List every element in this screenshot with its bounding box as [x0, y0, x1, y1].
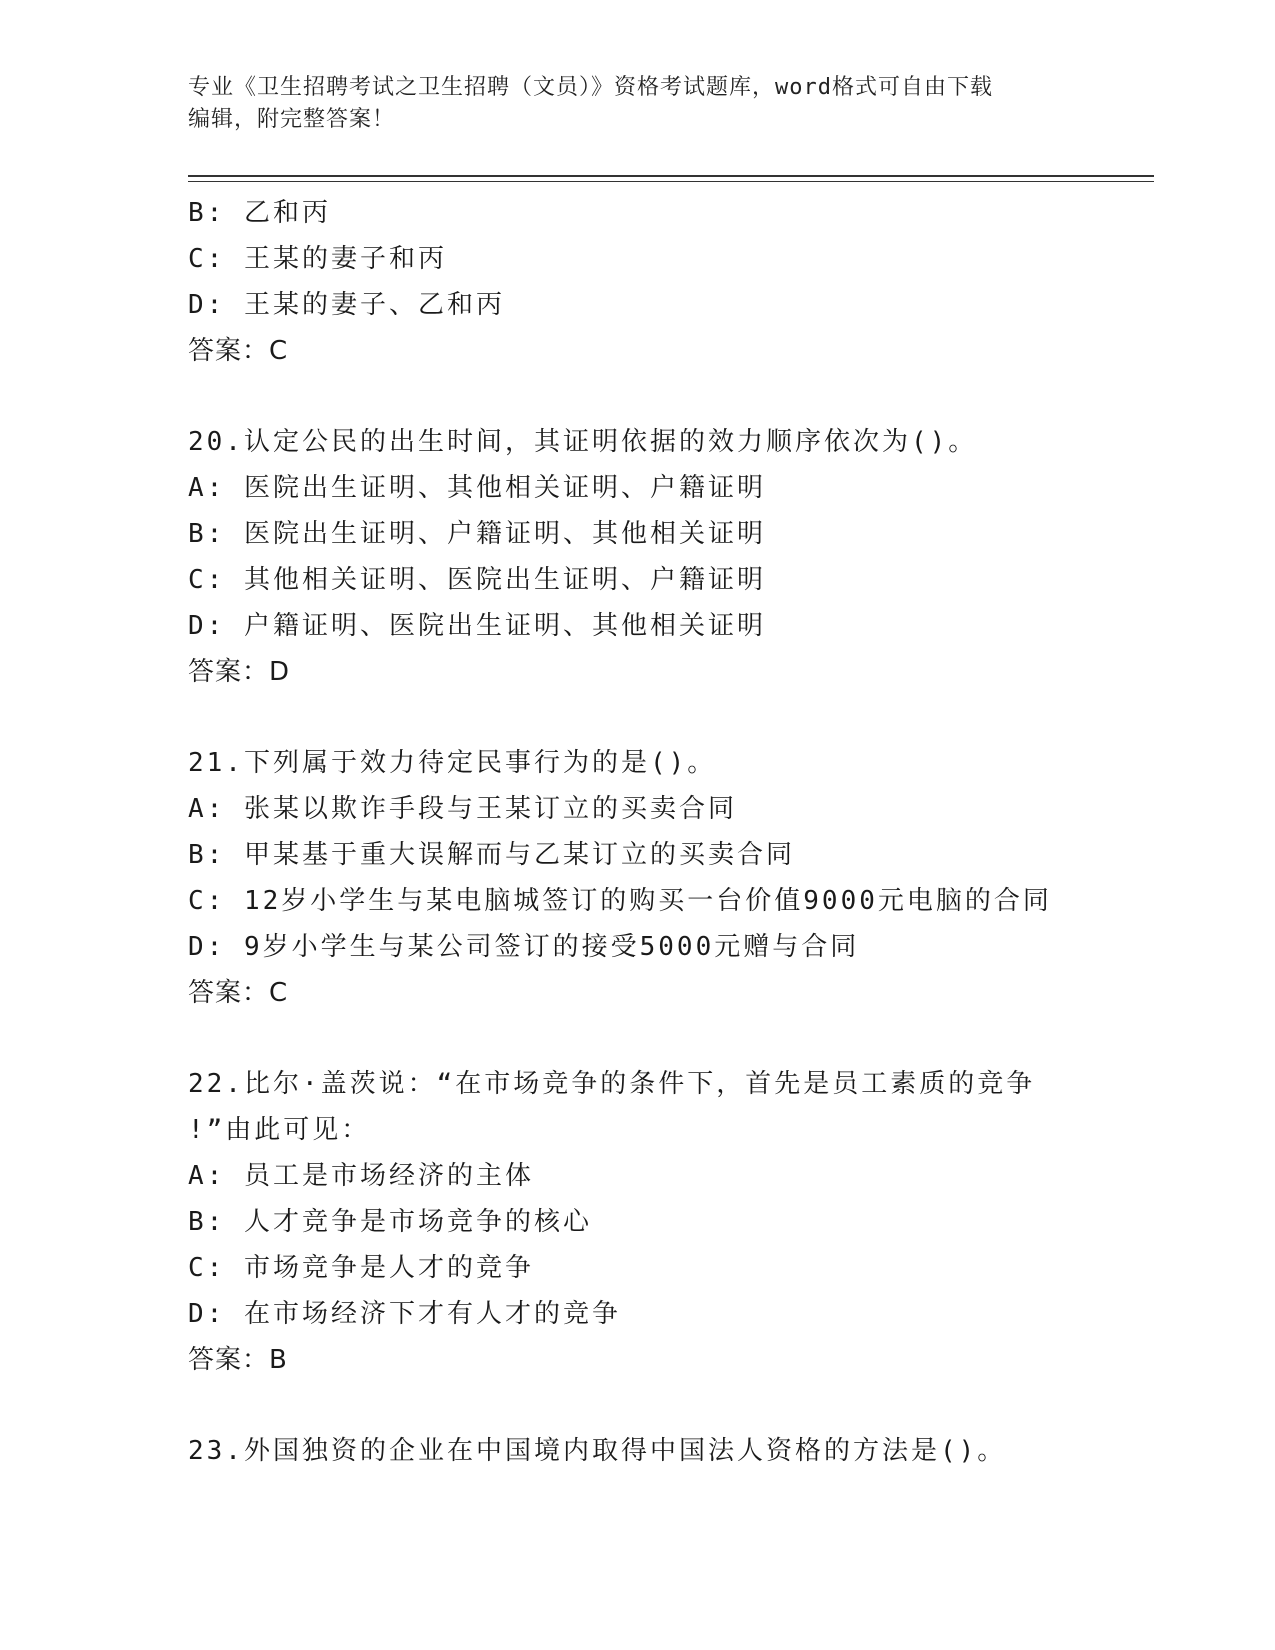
q20-option-c: C: 其他相关证明、医院出生证明、户籍证明: [188, 565, 766, 595]
question-19-tail: [188, 190, 1148, 374]
q22-option-d: D: 在市场经济下才有人才的竞争: [188, 1299, 621, 1329]
q20-option-a: A: 医院出生证明、其他相关证明、户籍证明: [188, 473, 766, 503]
q22-answer: 答案：B: [188, 1345, 288, 1375]
q19-option-d: D: 王某的妻子、乙和丙: [188, 290, 505, 320]
q20-option-d: D: 户籍证明、医院出生证明、其他相关证明: [188, 611, 766, 641]
q21-option-b: B: 甲某基于重大误解而与乙某订立的买卖合同: [188, 840, 795, 870]
question-content: [188, 190, 1148, 1474]
q20-stem: 20.认定公民的出生时间，其证明依据的效力顺序依次为()。: [188, 427, 978, 457]
question-22: [188, 1061, 1148, 1383]
header-divider-thin: [188, 181, 1154, 182]
q22-option-b: B: 人才竞争是市场竞争的核心: [188, 1207, 592, 1237]
q22-stem-line-1: 22.比尔·盖茨说：“在市场竞争的条件下，首先是员工素质的竞争: [188, 1069, 1036, 1099]
q19-option-b: B: 乙和丙: [188, 198, 331, 228]
question-21: [188, 740, 1148, 1016]
header-line-1: 专业《卫生招聘考试之卫生招聘（文员）》资格考试题库，word格式可自由下载: [188, 75, 993, 100]
q20-option-b: B: 医院出生证明、户籍证明、其他相关证明: [188, 519, 766, 549]
q21-option-d: D: 9岁小学生与某公司签订的接受5000元赠与合同: [188, 932, 860, 962]
q22-stem-line-2: !”由此可见：: [188, 1115, 371, 1145]
spacer: [188, 1383, 1148, 1428]
q21-option-a: A: 张某以欺诈手段与王某订立的买卖合同: [188, 794, 737, 824]
q22-option-c: C: 市场竞争是人才的竞争: [188, 1253, 534, 1283]
document-header: [188, 72, 1088, 136]
spacer: [188, 374, 1148, 419]
q21-answer: 答案：C: [188, 978, 289, 1008]
spacer: [188, 1016, 1148, 1061]
question-23: [188, 1428, 1148, 1474]
q21-stem: 21.下列属于效力待定民事行为的是()。: [188, 748, 717, 778]
q23-stem: 23.外国独资的企业在中国境内取得中国法人资格的方法是()。: [188, 1436, 1007, 1466]
q22-option-a: A: 员工是市场经济的主体: [188, 1161, 534, 1191]
spacer: [188, 695, 1148, 740]
question-20: [188, 419, 1148, 695]
header-line-2: 编辑，附完整答案！: [188, 107, 396, 132]
q20-answer: 答案：D: [188, 657, 291, 687]
q21-option-c: C: 12岁小学生与某电脑城签订的购买一台价值9000元电脑的合同: [188, 886, 1052, 916]
q19-answer: 答案：C: [188, 336, 289, 366]
q19-option-c: C: 王某的妻子和丙: [188, 244, 447, 274]
header-divider-thick: [188, 175, 1154, 177]
